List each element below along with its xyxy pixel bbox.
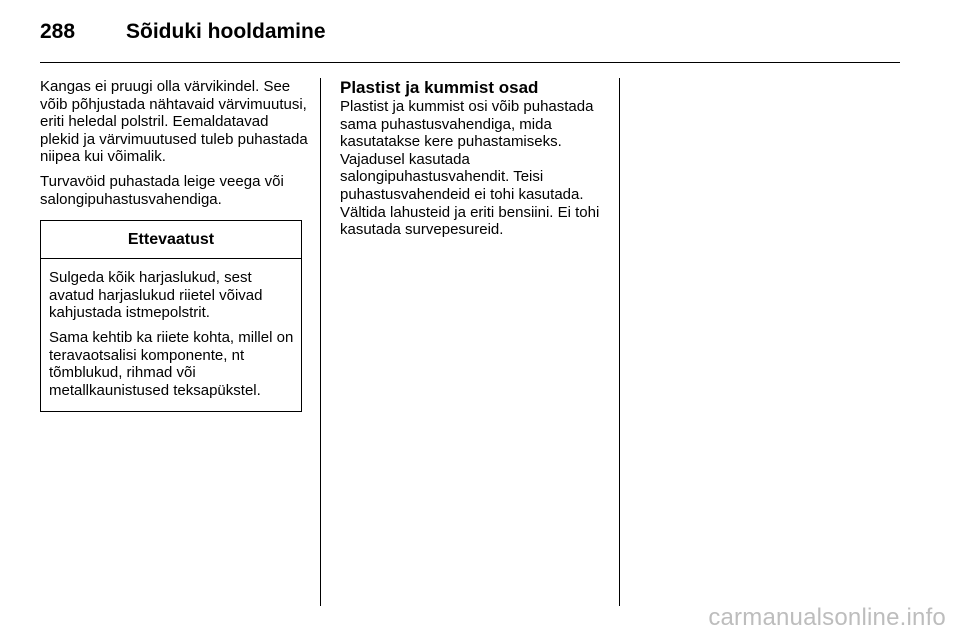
caution-body — [41, 259, 301, 411]
body-paragraph: Kangas ei pruugi olla värvikindel. See võib põhjustada nähtavaid värvimuutusi, eriti heledal polstril. Eemaldatavad plekid ja värvimuutused tuleb puhastada niipea kui võimalik. — [40, 78, 308, 166]
caution-title: Ettevaatust — [41, 221, 301, 259]
column-divider-2 — [619, 78, 620, 606]
page-number: 288 — [40, 20, 76, 43]
caution-box — [40, 220, 302, 412]
page-title: Sõiduki hooldamine — [126, 20, 326, 43]
header-divider — [40, 62, 900, 63]
body-paragraph: Plastist ja kummist osi võib puhastada sama puhastusvahendiga, mida kasutatakse kere puhastamiseks. Vajadusel kasutada salongipuhastusvahendit. Teisi puhastusvahendeid ei tohi kasutada. Vältida lahusteid ja eriti bensiini. Ei tohi kasutada survepesureid. — [340, 98, 600, 239]
section-heading: Plastist ja kummist osad — [340, 78, 539, 97]
watermark-text: carmanualsonline.info — [708, 604, 946, 631]
page-header — [40, 20, 326, 44]
body-paragraph: Turvavöid puhastada leige veega või salongipuhastusvahendiga. — [40, 172, 284, 208]
caution-paragraph: Sulgeda kõik harjaslukud, sest avatud harjaslukud riietel võivad kahjustada istmepolstrit. — [49, 269, 263, 322]
column-divider-1 — [320, 78, 321, 606]
caution-paragraph: Sama kehtib ka riiete kohta, millel on teravaotsalisi komponente, nt tõmblukud, rihmad või metallkaunistused teksapükstel. — [49, 328, 294, 399]
left-column — [40, 78, 310, 412]
middle-column — [340, 78, 610, 246]
